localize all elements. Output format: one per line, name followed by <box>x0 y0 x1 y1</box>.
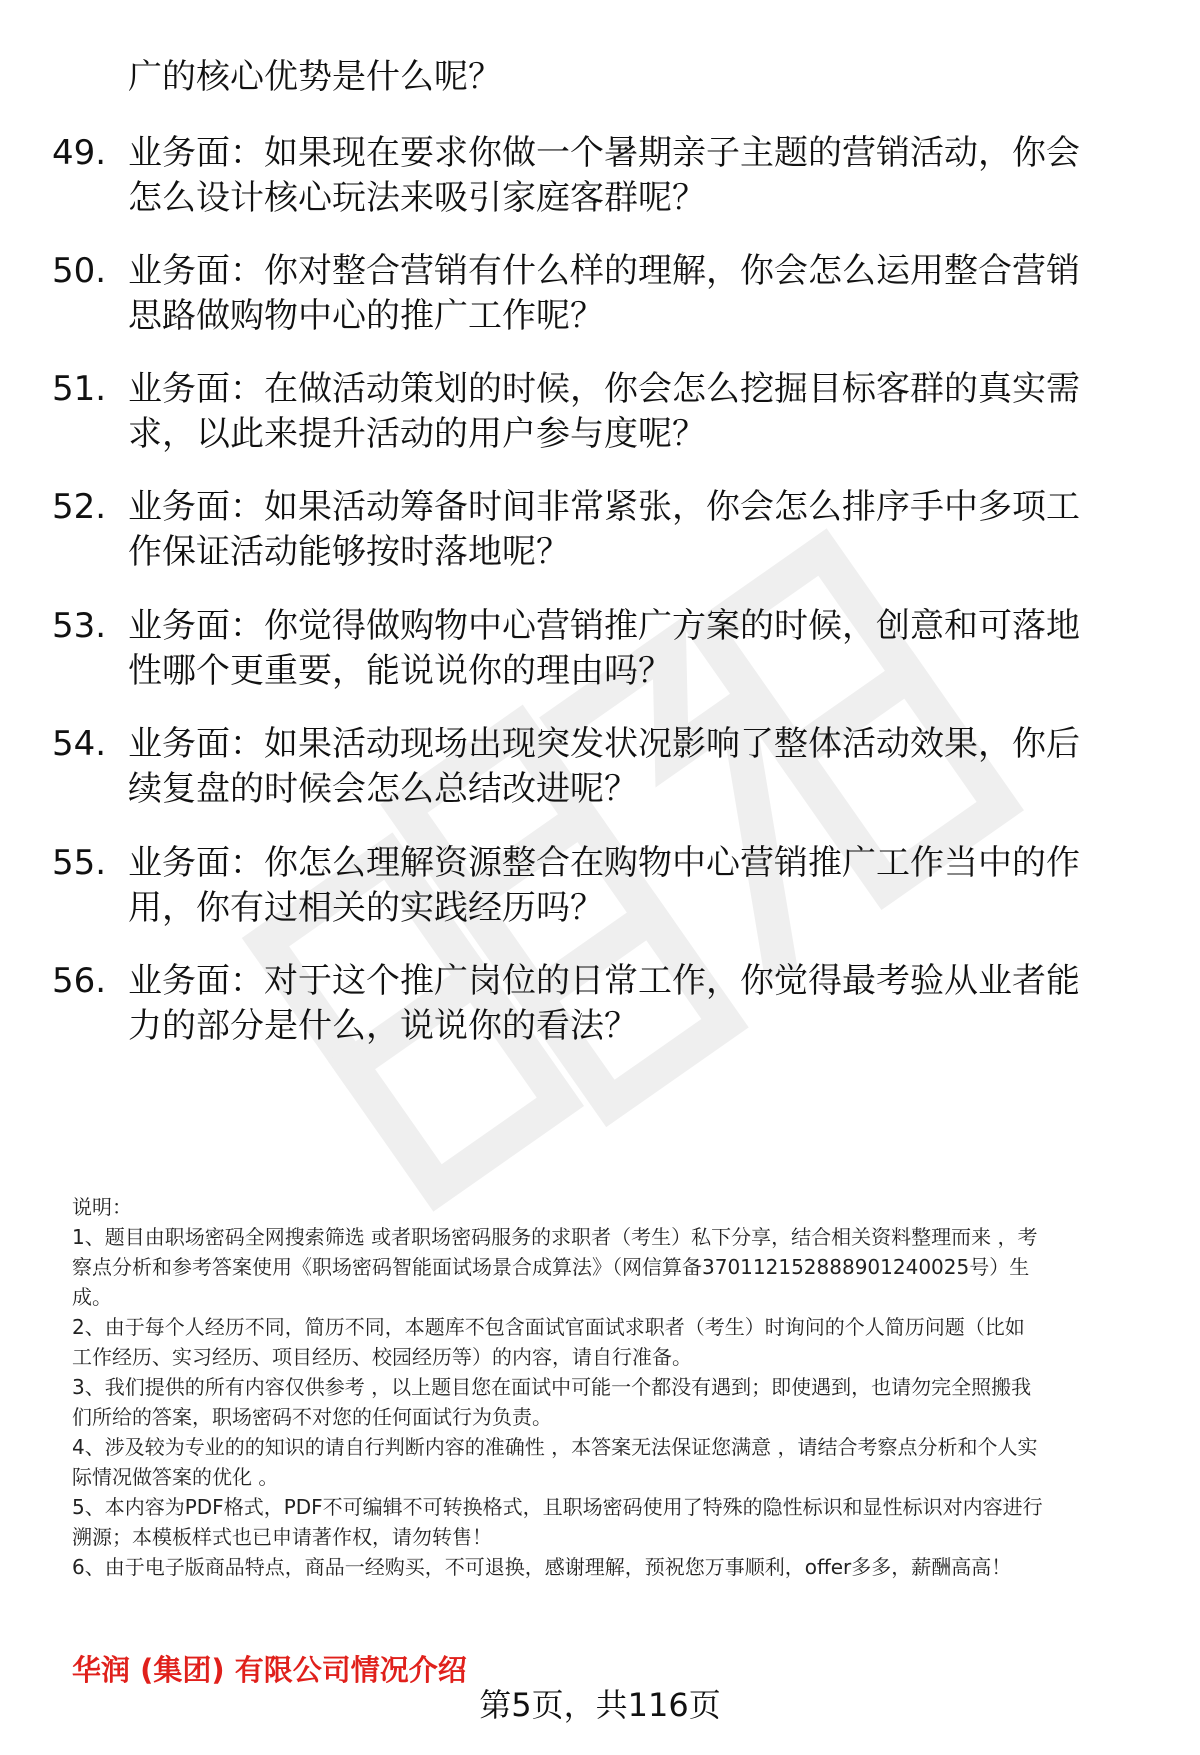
question-number: 53. <box>52 606 107 646</box>
question-text-line: 业务面：如果活动现场出现突发状况影响了整体活动效果，你后 <box>128 724 1080 764</box>
page-footer: 第5页，共116页 <box>479 1686 721 1724</box>
note-line: 4、涉及较为专业的的知识的请自行判断内容的准确性 ，本答案无法保证您满意 ，请结合考察点分析和个人实 <box>72 1435 1038 1459</box>
question-text-line: 业务面：如果现在要求你做一个暑期亲子主题的营销活动，你会 <box>128 133 1080 173</box>
question-number: 51. <box>52 369 107 409</box>
note-line: 成。 <box>72 1285 112 1309</box>
notes-section <box>72 1192 1162 1582</box>
note-line: 6、由于电子版商品特点，商品一经购买，不可退换，感谢理解，预祝您万事顺利，offer多多，薪酬高高！ <box>72 1555 1012 1579</box>
question-text-line: 业务面：你对整合营销有什么样的理解，你会怎么运用整合营销 <box>128 251 1080 291</box>
note-line: 溯源；本模板样式也已申请著作权，请勿转售！ <box>72 1525 492 1549</box>
question-number: 56. <box>52 961 107 1001</box>
note-line: 们所给的答案，职场密码不对您的任何面试行为负责。 <box>72 1405 552 1429</box>
note-line: 3、我们提供的所有内容仅供参考 ，以上题目您在面试中可能一个都没有遇到；即使遇到，也请勿完全照搬我 <box>72 1375 1032 1399</box>
question-text-line: 业务面：对于这个推广岗位的日常工作，你觉得最考验从业者能 <box>128 961 1080 1001</box>
question-continuation: 广的核心优势是什么呢？ <box>128 57 502 97</box>
question-text-line: 续复盘的时候会怎么总结改进呢？ <box>128 769 638 809</box>
question-number: 52. <box>52 487 107 527</box>
note-line: 察点分析和参考答案使用《职场密码智能面试场景合成算法》（网信算备370112152888901240025号）生 <box>72 1255 1030 1279</box>
note-line: 2、由于每个人经历不同，简历不同，本题库不包含面试官面试求职者（考生）时询问的个人简历问题（比如 <box>72 1315 1025 1339</box>
note-line: 1、题目由职场密码全网搜索筛选 或者职场密码服务的求职者（考生）私下分享，结合相关资料整理而来 ，考 <box>72 1225 1038 1249</box>
question-text-line: 性哪个更重要，能说说你的理由吗？ <box>128 651 672 691</box>
question-number: 55. <box>52 843 107 883</box>
question-number: 50. <box>52 251 107 291</box>
question-number: 49. <box>52 133 107 173</box>
notes-title: 说明： <box>72 1195 132 1219</box>
question-text-line: 求，以此来提升活动的用户参与度呢？ <box>128 414 706 454</box>
question-text-line: 思路做购物中心的推广工作呢？ <box>128 296 604 336</box>
question-text-line: 作保证活动能够按时落地呢？ <box>128 532 570 572</box>
company-intro-link[interactable]: 华润 (集团) 有限公司情况介绍 <box>72 1653 467 1687</box>
question-text-line: 力的部分是什么，说说你的看法？ <box>128 1006 638 1046</box>
note-line: 际情况做答案的优化 。 <box>72 1465 279 1489</box>
question-text-line: 用，你有过相关的实践经历吗？ <box>128 888 604 928</box>
note-line: 工作经历、实习经历、项目经历、校园经历等）的内容，请自行准备。 <box>72 1345 692 1369</box>
question-text-line: 业务面：如果活动筹备时间非常紧张，你会怎么排序手中多项工 <box>128 487 1080 527</box>
question-text-line: 业务面：你觉得做购物中心营销推广方案的时候，创意和可落地 <box>128 606 1080 646</box>
question-text-line: 业务面：你怎么理解资源整合在购物中心营销推广工作当中的作 <box>128 843 1080 883</box>
question-text-line: 怎么设计核心玩法来吸引家庭客群呢？ <box>128 178 706 218</box>
note-line: 5、本内容为PDF格式，PDF不可编辑不可转换格式，且职场密码使用了特殊的隐性标识和显性标识对内容进行 <box>72 1495 1043 1519</box>
question-number: 54. <box>52 724 107 764</box>
question-text-line: 业务面：在做活动策划的时候，你会怎么挖掘目标客群的真实需 <box>128 369 1080 409</box>
